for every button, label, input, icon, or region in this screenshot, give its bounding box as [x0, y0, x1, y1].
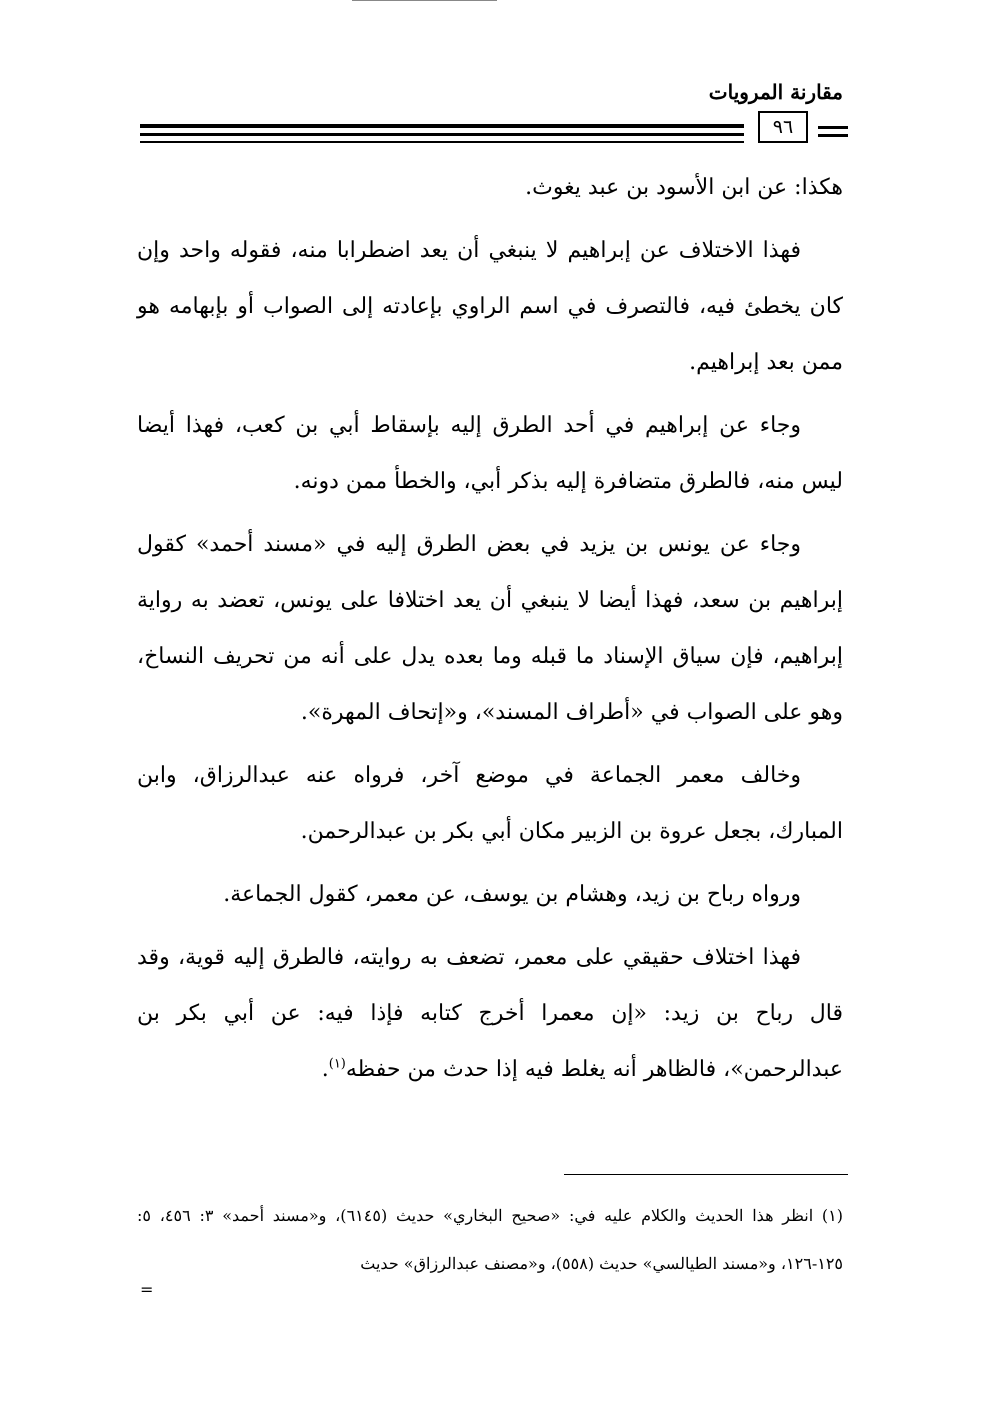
paragraph: هكذا: عن ابن الأسود بن عبد يغوث. [525, 175, 843, 200]
running-title: مقارنة المرويات [708, 80, 843, 104]
header-rule-short [818, 126, 848, 129]
paragraph [137, 930, 843, 1098]
header-rule [140, 124, 744, 128]
paragraph: فهذا الاختلاف عن إبراهيم لا ينبغي أن يعد اضطرابا منه، فقوله واحد وإن كان يخطئ فيه، فالتصرف في اسم الراوي بإعادته إلى الصواب أو بإبهامه هو ممن بعد إبراهيم. [137, 238, 843, 375]
footnote: (١) انظر هذا الحديث والكلام عليه في: «صحيح البخاري» حديث (٦١٤٥)، و«مسند أحمد» ٣: ٤٥٦، ٥: ١٢٥-١٢٦، و«مسند الطيالسي» حديث (٥٥٨)، و«مصنف عبدالرزاق» حديث [137, 1206, 843, 1273]
top-edge-rule [352, 0, 497, 1]
main-text [137, 160, 843, 1105]
paragraph-text: فهذا اختلاف حقيقي على معمر، تضعف به روايته، فالطرق إليه قوية، وقد قال رباح بن زيد: «إن معمرا أخرج كتابه فإذا فيه: عن أبي بكر بن عبدالرحمن»، فالظاهر أنه يغلط فيه إذا حدث من حفظه [137, 945, 843, 1082]
paragraph: ورواه رباح بن زيد، وهشام بن يوسف، عن معمر، كقول الجماعة. [223, 882, 801, 907]
paragraph: وجاء عن يونس بن يزيد في بعض الطرق إليه في «مسند أحمد» كقول إبراهيم بن سعد، فهذا أيضا لا ينبغي أن يعد اختلافا على يونس، تعضد به رواية إبراهيم، فإن سياق الإسناد ما قبله وما بعده يدل على أنه من تحريف النساخ، وهو على الصواب في «أطراف المسند»، و«إتحاف المهرة». [137, 532, 843, 725]
header-rule [140, 141, 744, 143]
paragraph: وخالف معمر الجماعة في موضع آخر، فرواه عنه عبدالرزاق، وابن المبارك، بجعل عروة بن الزبير مكان أبي بكر بن عبدالرحمن. [137, 763, 843, 844]
header-rule-short [818, 134, 848, 137]
paragraph: وجاء عن إبراهيم في أحد الطرق إليه بإسقاط أبي بن كعب، فهذا أيضا ليس منه، فالطرق متضافرة إليه بذكر أبي، والخطأ ممن دونه. [137, 413, 843, 494]
paragraph-end: . [321, 1057, 329, 1082]
footnote-separator [564, 1174, 848, 1175]
header-rule [140, 133, 744, 136]
footnote-marker: (١) [328, 1056, 346, 1072]
continuation-mark: = [140, 1280, 154, 1299]
page-number: ٩٦ [758, 111, 808, 143]
